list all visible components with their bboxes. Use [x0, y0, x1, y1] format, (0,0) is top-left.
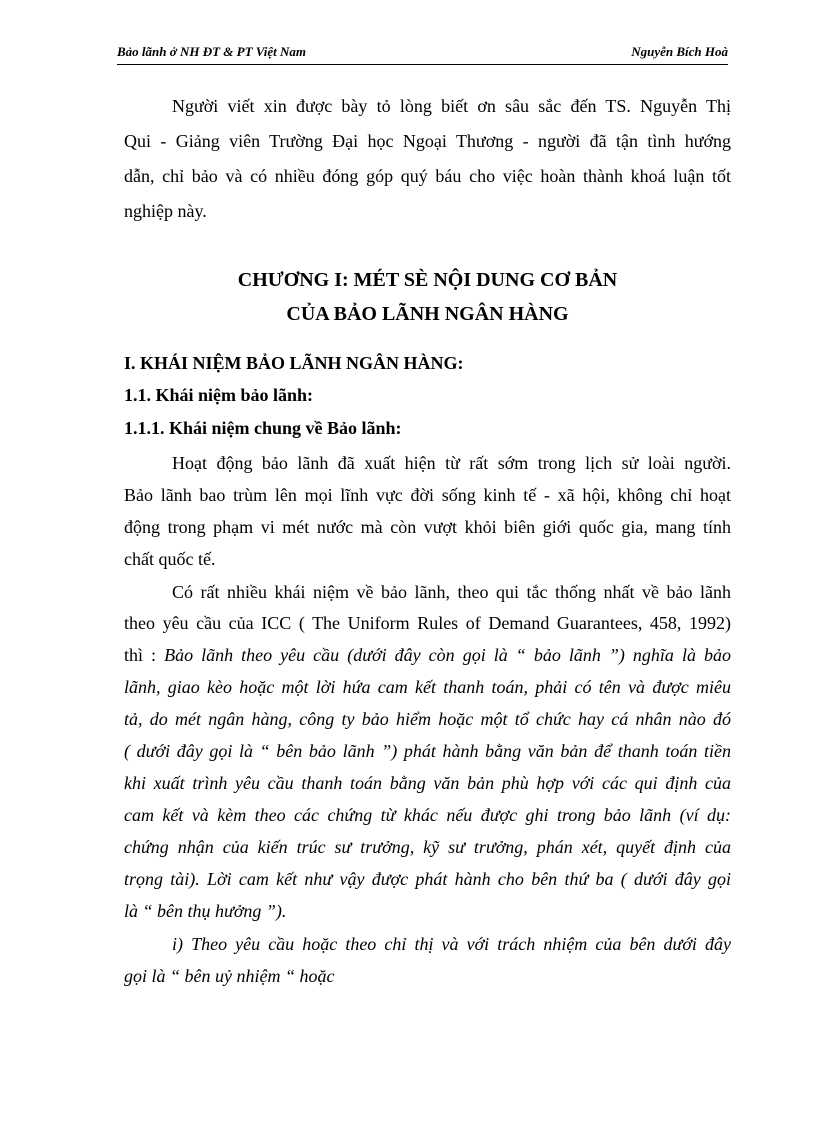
definition-intro: thì : [124, 645, 165, 665]
definition-line: ( dưới đây gọi là “ bên bảo lãnh ”) phát hành bằng văn bản để thanh toán tiền [124, 741, 731, 761]
paragraph-3-line-1: i) Theo yêu cầu hoặc theo chỉ thị và với trách nhiệm của bên dưới đây [172, 934, 731, 954]
header-document-title: Bảo lãnh ở NH ĐT & PT Việt Nam [117, 44, 306, 59]
paragraph-2-line-3 [124, 638, 731, 673]
header-author: Nguyễn Bích Hoà [631, 44, 728, 59]
paragraph-1-line-3: động trong phạm vi mét nước mà còn vượt khỏi biên giới quốc gia, mang tính [124, 517, 731, 537]
acknowledgement-line-2: Qui - Giảng viên Trường Đại học Ngoại Thương - người đã tận tình hướng [124, 131, 731, 151]
definition-line: cam kết và kèm theo các chứng từ khác nếu được ghi trong bảo lãnh (ví dụ: [124, 805, 731, 825]
paragraph-2-line-2: theo yêu cầu của ICC ( The Uniform Rules of Demand Guarantees, 458, 1992) [124, 613, 731, 633]
paragraph-2-line-1: Có rất nhiều khái niệm về bảo lãnh, theo qui tắc thống nhất về bảo lãnh [172, 582, 731, 602]
definition-line: khi xuất trình yêu cầu thanh toán bằng văn bản phù hợp với các qui định của [124, 773, 731, 793]
paragraph-1-line-2: Bảo lãnh bao trùm lên mọi lĩnh vực đời sống kinh tế - xã hội, không chỉ hoạt [124, 485, 731, 505]
definition-line: tả, do mét ngân hàng, công ty bảo hiểm hoặc một tổ chức hay cá nhân nào đó [124, 709, 731, 729]
chapter-title-line-2: CỦA BẢO LÃNH NGÂN HÀNG [286, 303, 569, 325]
definition-line: là “ bên thụ hưởng ”). [124, 901, 287, 921]
section-heading: I. KHÁI NIỆM BẢO LÃNH NGÂN HÀNG: [124, 353, 464, 373]
definition-line: trọng tài). Lời cam kết như vậy được phát hành cho bên thứ ba ( dưới đây gọi [124, 869, 731, 889]
acknowledgement-line-1: Người viết xin được bày tỏ lòng biết ơn sâu sắc đến TS. Nguyễn Thị [172, 96, 731, 116]
subsubsection-heading: 1.1.1. Khái niệm chung về Bảo lãnh: [124, 418, 402, 438]
acknowledgement-line-4: nghiệp này. [124, 201, 207, 221]
chapter-title-line-1: CHƯƠNG I: MÉT SÈ NỘI DUNG CƠ BẢN [237, 269, 618, 291]
acknowledgement-line-3: dẫn, chỉ bảo và có nhiều đóng góp quý báu cho việc hoàn thành khoá luận tốt [124, 166, 731, 186]
paragraph-3-line-2: gọi là “ bên uỷ nhiệm “ hoặc [124, 966, 335, 986]
subsection-heading: 1.1. Khái niệm bảo lãnh: [124, 385, 314, 405]
page-header [117, 40, 728, 66]
header-rule [117, 64, 728, 65]
paragraph-1-line-4: chất quốc tế. [124, 549, 216, 569]
definition-line: lãnh, giao kèo hoặc một lời hứa cam kết thanh toán, phải có tên và được miêu [124, 677, 731, 697]
paragraph-1-line-1: Hoạt động bảo lãnh đã xuất hiện từ rất sớm trong lịch sử loài người. [172, 453, 731, 473]
definition-line: chứng nhận của kiến trúc sư trưởng, kỹ sư trưởng, phán xét, quyết định của [124, 837, 731, 857]
definition-quote-start: Bảo lãnh theo yêu cầu (dưới đây còn gọi là “ bảo lãnh ”) nghĩa là bảo [164, 645, 731, 665]
